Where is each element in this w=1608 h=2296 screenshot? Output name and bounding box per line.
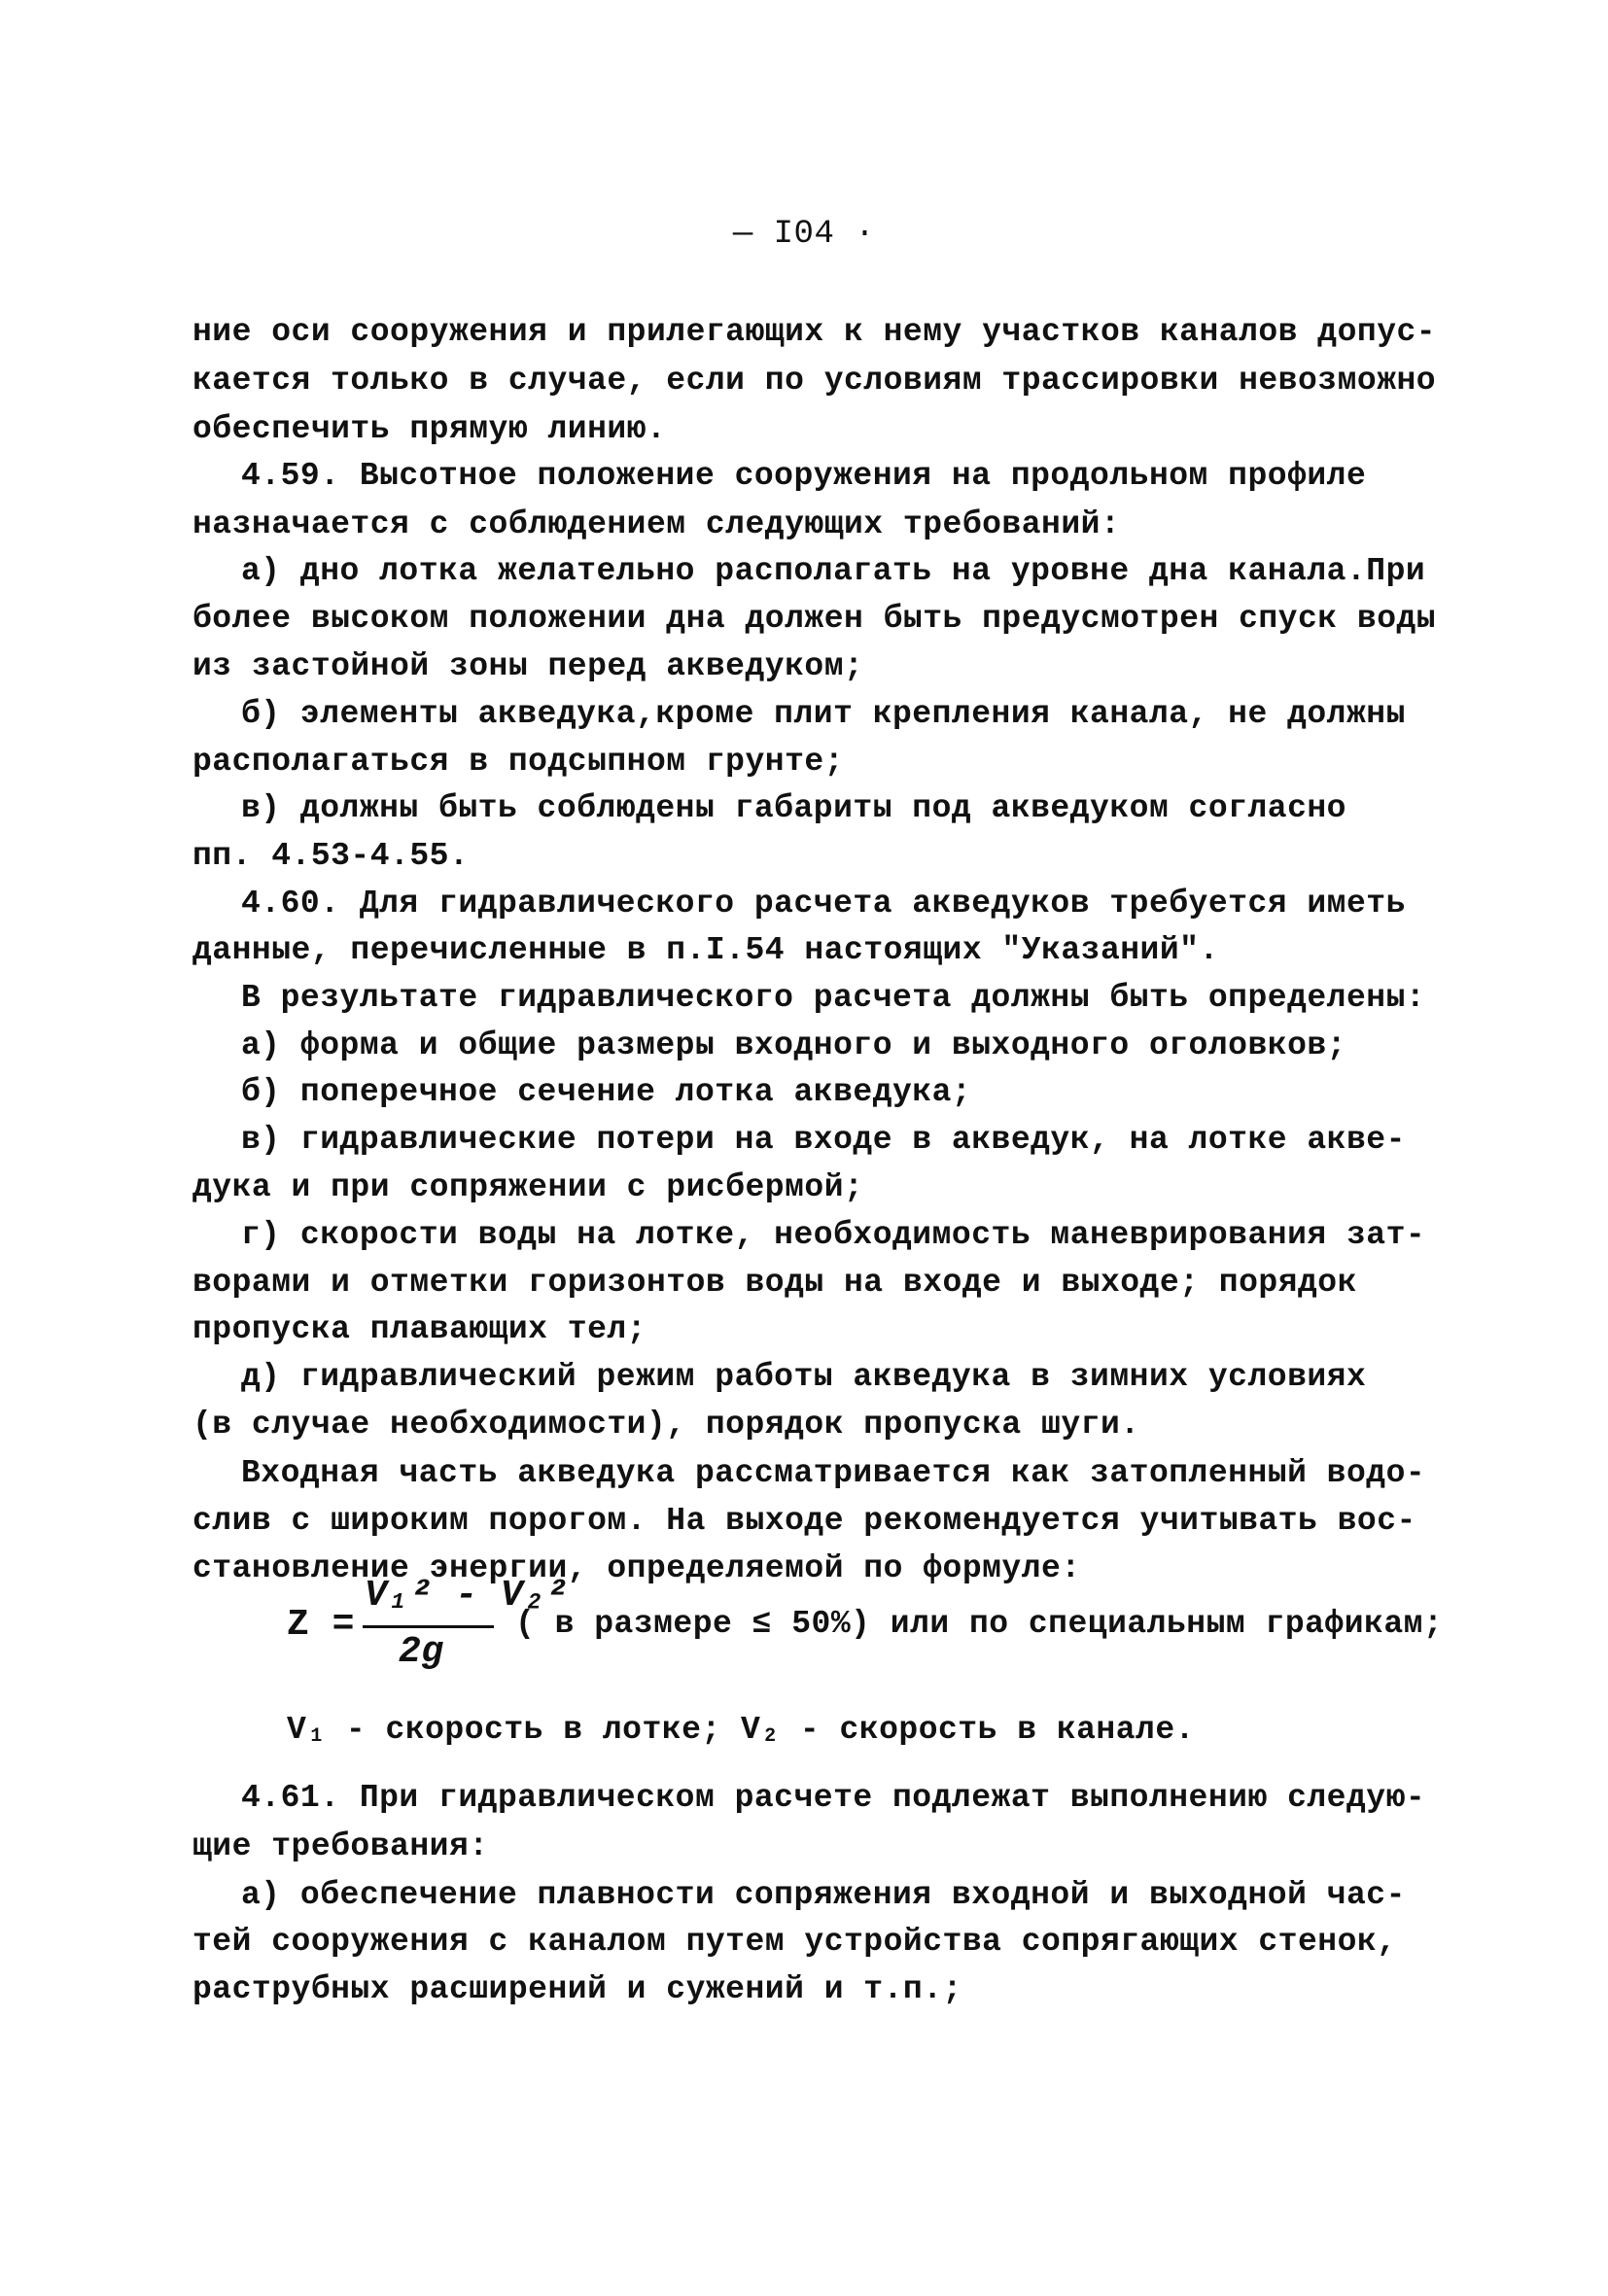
text-line: более высоком положении дна должен быть предусмотрен спуск воды <box>192 601 1437 637</box>
text-line: кается только в случае, если по условиям трассировки невозможно <box>192 363 1437 399</box>
text-line: г) скорости воды на лотке, необходимость маневрирования зат- <box>241 1217 1426 1253</box>
text-line: назначается с соблюдением следующих требований: <box>192 506 1121 542</box>
text-line: пп. 4.53-4.55. <box>192 838 470 874</box>
energy-formula <box>287 1575 1453 1701</box>
text-line: данные, перечисленные в п.I.54 настоящих "Указаний". <box>192 932 1219 968</box>
text-line: ворами и отметки горизонтов воды на входе и выходе; порядок <box>192 1265 1357 1301</box>
text-line: 4.60. Для гидравлического расчета акведуков требуется иметь <box>241 886 1406 922</box>
text-line: из застойной зоны перед акведуком; <box>192 648 864 684</box>
text-line: 4.59. Высотное положение сооружения на продольном профиле <box>241 458 1367 494</box>
text-line: 4.61. При гидравлическом расчете подлежат выполнению следую- <box>241 1780 1426 1816</box>
page-number: — I04 · <box>732 216 876 253</box>
text-line: д) гидравлический режим работы акведука в зимних условиях <box>241 1359 1367 1395</box>
text-line: Входная часть акведука рассматривается как затопленный водо- <box>241 1455 1426 1491</box>
text-line: щие требования: <box>192 1828 489 1864</box>
text-line: располагаться в подсыпном грунте; <box>192 744 845 780</box>
text-line: дука и при сопряжении с рисбермой; <box>192 1169 864 1205</box>
text-line: (в случае необходимости), порядок пропуска шуги. <box>192 1407 1140 1443</box>
text-line: б) элементы акведука,кроме плит крепления канала, не должны <box>241 696 1406 732</box>
text-line: а) дно лотка желательно располагать на уровне дна канала.При <box>241 553 1426 589</box>
formula-note: ( в размере ≤ 50%) или по специальным графикам; <box>515 1606 1444 1642</box>
formula-lhs: Z = <box>287 1604 355 1646</box>
text-line: б) поперечное сечение лотка акведука; <box>241 1074 972 1110</box>
formula-numerator: V₁² - V₂² <box>365 1575 569 1617</box>
fraction-bar <box>363 1625 494 1628</box>
text-line: а) форма и общие размеры входного и выходного оголовков; <box>241 1027 1346 1063</box>
text-line: V₁ - скорость в лотке; V₂ - скорость в канале. <box>287 1712 1195 1748</box>
text-line: в) должны быть соблюдены габариты под акведуком согласно <box>241 790 1346 826</box>
text-line: в) гидравлические потери на входе в акведук, на лотке акве- <box>241 1122 1406 1158</box>
formula-denominator: 2g <box>399 1631 444 1673</box>
text-line: ние оси сооружения и прилегающих к нему участков каналов допус- <box>192 314 1437 350</box>
text-line: тей сооружения с каналом путем устройства сопрягающих стенок, <box>192 1924 1397 1960</box>
text-line: становление энергии, определяемой по формуле: <box>192 1550 1081 1586</box>
text-line: В результате гидравлического расчета должны быть определены: <box>241 980 1426 1016</box>
text-line: а) обеспечение плавности сопряжения входной и выходной час- <box>241 1877 1406 1913</box>
text-line: раструбных расширений и сужений и т.п.; <box>192 1971 962 2007</box>
text-line: пропуска плавающих тел; <box>192 1311 647 1347</box>
text-line: слив с широким порогом. На выходе рекомендуется учитывать вос- <box>192 1503 1416 1539</box>
text-line: обеспечить прямую линию. <box>192 411 667 447</box>
